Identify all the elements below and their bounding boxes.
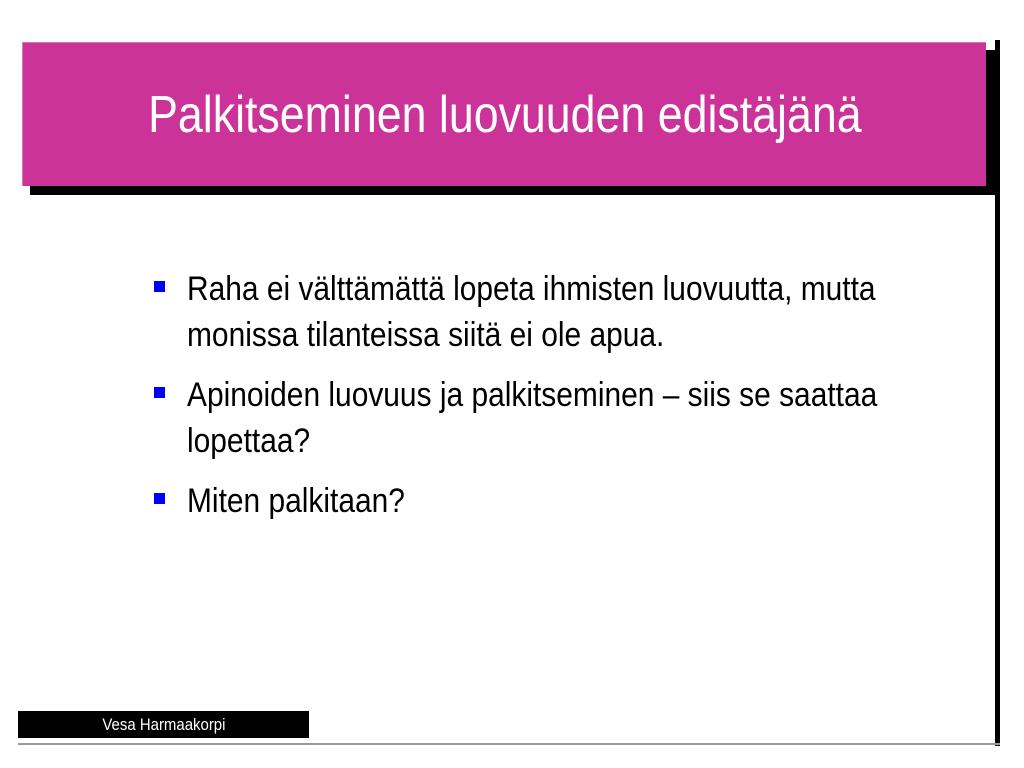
square-bullet-icon	[154, 387, 165, 398]
square-bullet-icon	[154, 493, 165, 504]
bottom-frame-rule	[18, 743, 1000, 745]
right-frame-rule	[995, 40, 1000, 746]
bullet-item	[150, 478, 970, 524]
bullet-item	[150, 372, 970, 464]
bullet-item	[150, 266, 970, 358]
bullet-list	[150, 266, 970, 538]
square-bullet-icon	[154, 281, 165, 292]
title-banner	[22, 42, 986, 186]
bullet-text: Miten palkitaan?	[187, 482, 405, 520]
slide-title: Palkitseminen luovuuden edistäjänä	[147, 85, 862, 144]
bullet-text: Apinoiden luovuus ja palkitseminen – siis se saattaa lopettaa?	[187, 376, 878, 460]
footer-author-box	[18, 711, 309, 738]
bullet-text: Raha ei välttämättä lopeta ihmisten luovuutta, mutta monissa tilanteissa siitä ei ole apua.	[187, 270, 876, 354]
footer-author: Vesa Harmaakorpi	[101, 714, 226, 734]
